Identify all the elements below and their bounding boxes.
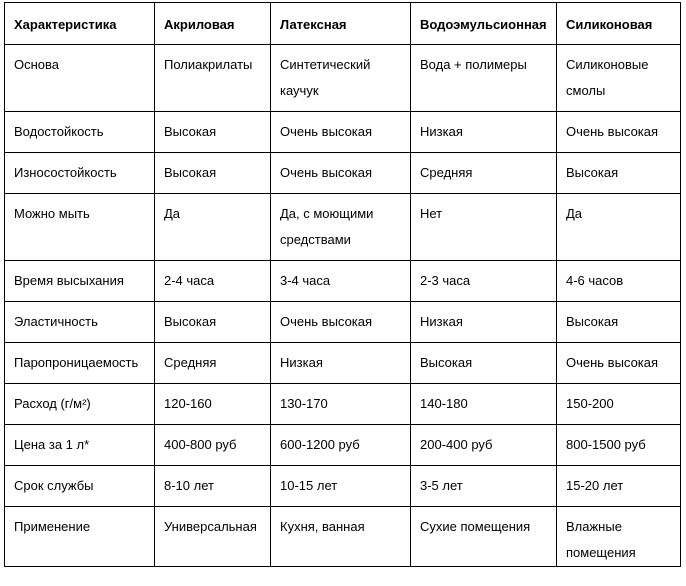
table-cell: 10-15 лет [271,466,411,507]
table-cell: 120-160 [155,384,271,425]
table-row [5,466,681,507]
table-cell: 2-4 часа [155,261,271,302]
table-row [5,194,681,261]
table-row [5,425,681,466]
table-row [5,343,681,384]
table-cell: 2-3 часа [411,261,557,302]
row-label: Срок службы [5,466,155,507]
table-row [5,302,681,343]
table-cell: Низкая [411,302,557,343]
table-row [5,384,681,425]
row-label: Применение [5,507,155,567]
row-label: Износостойкость [5,153,155,194]
table-cell: Очень высокая [271,112,411,153]
table-cell: Да, с моющими средствами [271,194,411,261]
table-cell: Очень высокая [271,302,411,343]
header-characteristic: Характеристика [5,3,155,45]
table-cell: 800-1500 руб [557,425,681,466]
table-cell: Высокая [155,153,271,194]
table-cell: Очень высокая [557,112,681,153]
paint-comparison-table [4,2,681,567]
table-cell: 400-800 руб [155,425,271,466]
header-water-emulsion: Водоэмульсионная [411,3,557,45]
row-label: Водостойкость [5,112,155,153]
table-cell: 3-4 часа [271,261,411,302]
table-cell: 3-5 лет [411,466,557,507]
table-row [5,112,681,153]
row-label: Время высыхания [5,261,155,302]
table-row [5,153,681,194]
table-cell: Синтетический каучук [271,45,411,112]
table-cell: 150-200 [557,384,681,425]
table-cell: 15-20 лет [557,466,681,507]
table-cell: Сухие помещения [411,507,557,567]
table-cell: Да [557,194,681,261]
table-cell: Высокая [557,302,681,343]
table-cell: Нет [411,194,557,261]
header-acrylic: Акриловая [155,3,271,45]
table-cell: Высокая [155,112,271,153]
table-header-row [5,3,681,45]
table-cell: Низкая [411,112,557,153]
header-silicone: Силиконовая [557,3,681,45]
table-cell: Полиакрилаты [155,45,271,112]
table-row [5,507,681,567]
table-cell: 600-1200 руб [271,425,411,466]
row-label: Цена за 1 л* [5,425,155,466]
table-cell: 130-170 [271,384,411,425]
table-cell: Очень высокая [271,153,411,194]
table-cell: 4-6 часов [557,261,681,302]
table-cell: Высокая [411,343,557,384]
table-cell: Силиконовые смолы [557,45,681,112]
row-label: Расход (г/м²) [5,384,155,425]
table-cell: 140-180 [411,384,557,425]
table-cell: 200-400 руб [411,425,557,466]
table-cell: Высокая [155,302,271,343]
table-cell: Да [155,194,271,261]
table-cell: Высокая [557,153,681,194]
row-label: Паропроницаемость [5,343,155,384]
row-label: Основа [5,45,155,112]
table-cell: Влажные помещения [557,507,681,567]
table-row [5,261,681,302]
table-cell: Средняя [155,343,271,384]
table-cell: Низкая [271,343,411,384]
comparison-table-wrapper [4,2,681,567]
table-row [5,45,681,112]
table-cell: 8-10 лет [155,466,271,507]
row-label: Можно мыть [5,194,155,261]
table-cell: Универсальная [155,507,271,567]
header-latex: Латексная [271,3,411,45]
row-label: Эластичность [5,302,155,343]
table-cell: Очень высокая [557,343,681,384]
table-cell: Кухня, ванная [271,507,411,567]
table-cell: Средняя [411,153,557,194]
table-cell: Вода + полимеры [411,45,557,112]
